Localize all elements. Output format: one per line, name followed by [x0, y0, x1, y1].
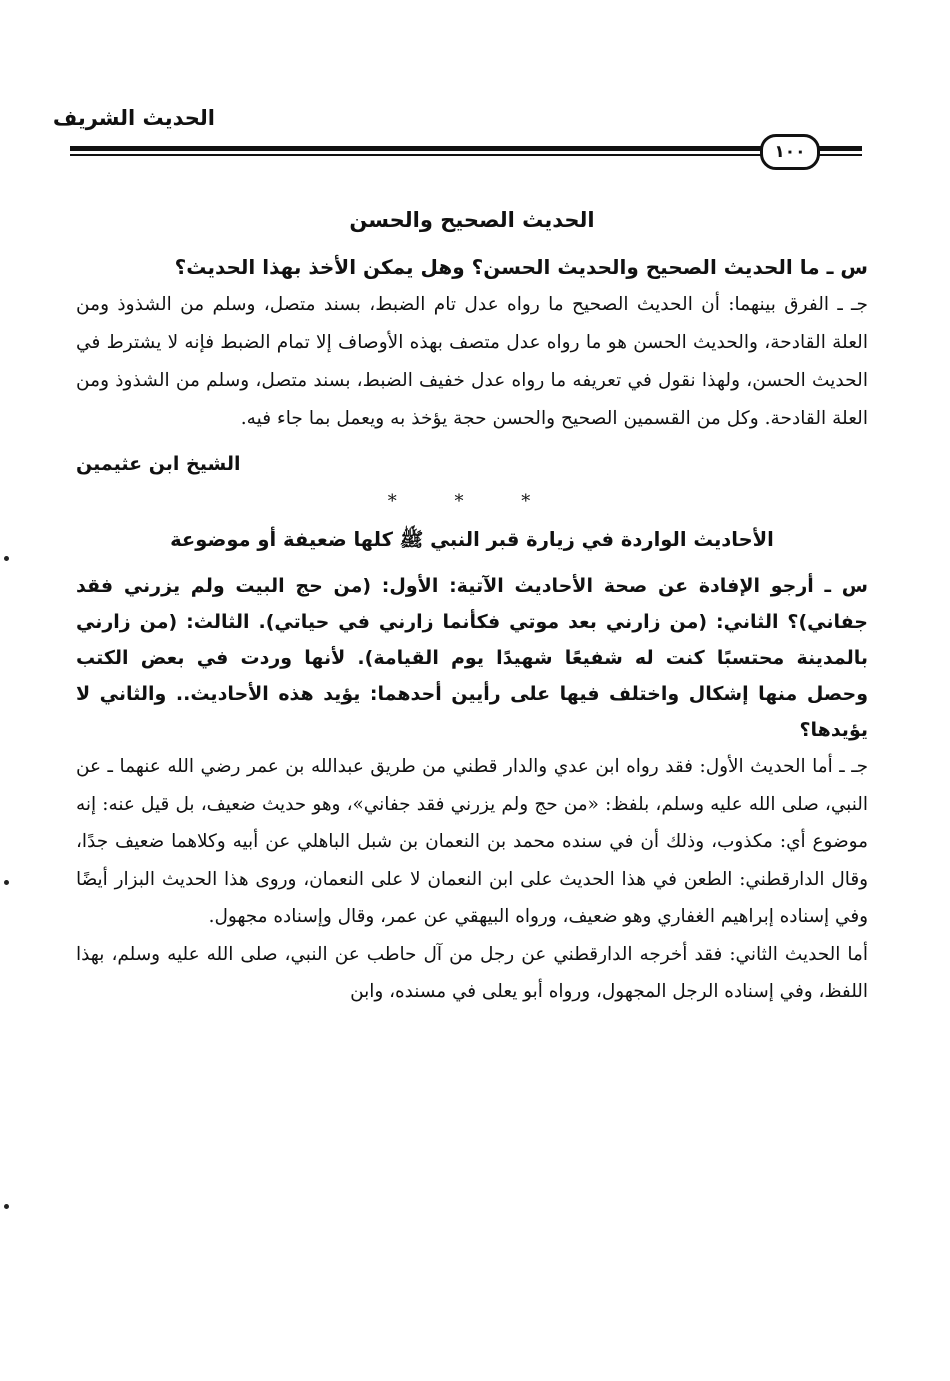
- header-rule-end-thin: [818, 154, 862, 156]
- question-text: س ـ ما الحديث الصحيح والحديث الحسن؟ وهل يمكن الأخذ بهذا الحديث؟: [174, 255, 868, 279]
- question-text-hadith-visit: س ـ أرجو الإفادة عن صحة الأحاديث الآتية: الأول: (من حج البيت ولم يزرني فقد جفاني)؟ الثاني: (من زارني بعد موتي فكأنما زارني في حياتي). الثالث: (من زارني بالمدينة محتسبًا كنت له شفيعًا شهيدًا يوم القيامة). لأنها وردت في بعض الكتب وحصل منها إشكال واختلف فيها على رأيين أحدهما: يؤيد هذه الأحاديث.. والثاني لا يؤيدها؟: [76, 575, 868, 741]
- scan-mark: [4, 1204, 9, 1209]
- scan-mark: [4, 556, 9, 561]
- header-rule-end-thick: [818, 146, 862, 151]
- page-number: ١٠٠: [760, 134, 820, 170]
- answer-signature: الشيخ ابن عثيمين: [76, 453, 241, 475]
- page-content: [76, 196, 868, 1011]
- section-title-hadith-visit: الأحاديث الواردة في زيارة قبر النبي ﷺ كلها ضعيفة أو موضوعة: [170, 528, 774, 551]
- header-rule-thin: [70, 154, 770, 156]
- answer-text: جـ ـ الفرق بينهما: أن الحديث الصحيح ما رواه عدل تام الضبط، بسند متصل، وسلم من الشذوذ ومن العلة القادحة، والحديث الحسن هو ما رواه عدل متصف بهذه الأوصاف إلا تمام الضبط فإنه لا يشترط في الحديث الحسن، ولهذا نقول في تعريفه ما رواه عدل خفيف الضبط، بسند متصل، وسلم من الشذوذ ومن العلة القادحة. وكل من القسمين الصحيح والحسن حجة يؤخذ به ويعمل بما جاء فيه.: [76, 294, 868, 429]
- section-title: الحديث الصحيح والحسن: [349, 208, 595, 232]
- scan-mark: [4, 880, 9, 885]
- running-title: الحديث الشريف: [52, 106, 215, 130]
- header-rule-thick: [70, 146, 770, 151]
- answer-paragraph-1: جـ ـ أما الحديث الأول: فقد رواه ابن عدي والدار قطني من طريق عبدالله بن عمر رضي الله عنهما ـ عن النبي، صلى الله عليه وسلم، بلفظ: «من حج ولم يزرني فقد جفاني»، وهو حديث ضعيف، بل قيل عنه: إنه موضوع أي: مكذوب، وذلك أن في سنده محمد بن النعمان بن شبل الباهلي عن أبيه وكلاهما ضعيف جدًا، وقال الدارقطني: الطعن في هذا الحديث على ابن النعمان لا على النعمان، وروى هذا الحديث البزار أيضًا وفي إسناده إبراهيم الغفاري وهو ضعيف، ورواه البيهقي عن عمر، وقال وإسناده مجهول.: [76, 756, 868, 927]
- page-header: [0, 90, 950, 170]
- section-separator: * * *: [387, 491, 557, 512]
- answer-paragraph-2: أما الحديث الثاني: فقد أخرجه الدارقطني عن رجل من آل حاطب عن النبي، صلى الله عليه وسلم، بهذا اللفظ، وفي إسناده الرجل المجهول، ورواه أبو يعلى في مسنده، وابن: [76, 943, 868, 1002]
